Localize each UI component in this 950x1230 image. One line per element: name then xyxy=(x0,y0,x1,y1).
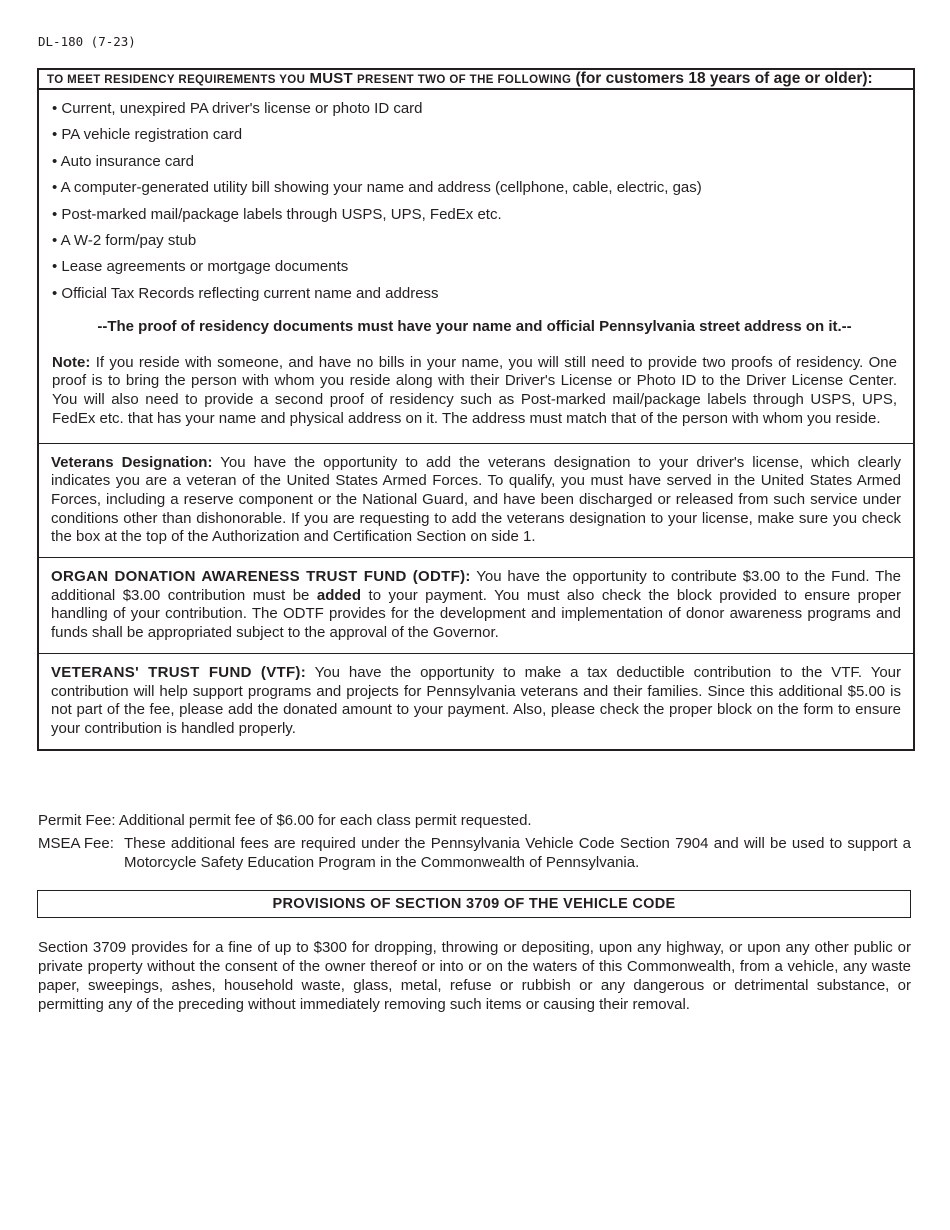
residency-header-must: MUST xyxy=(309,70,353,87)
note-label: Note: xyxy=(52,353,91,371)
odtf-section xyxy=(39,558,913,654)
vtf-section xyxy=(39,654,913,749)
residency-header xyxy=(39,70,913,90)
residency-note xyxy=(52,354,897,429)
vtf-label: VETERANS' TRUST FUND (VTF): xyxy=(51,663,307,681)
list-item: • Current, unexpired PA driver's license or photo ID card xyxy=(52,100,423,117)
odtf-text-bold: added xyxy=(316,586,362,604)
provisions-title-box xyxy=(37,890,911,918)
odtf-paragraph xyxy=(51,568,901,643)
vtf-paragraph xyxy=(51,664,901,739)
form-id: DL-180 (7-23) xyxy=(38,34,136,49)
list-item: • Post-marked mail/package labels through USPS, UPS, FedEx etc. xyxy=(52,205,502,223)
permit-fee-label: Permit Fee: xyxy=(38,812,116,829)
residency-header-part-2: PRESENT TWO OF THE FOLLOWING xyxy=(356,74,572,86)
list-item: • Lease agreements or mortgage documents xyxy=(52,258,349,276)
list-item: • Official Tax Records reflecting current name and address xyxy=(52,284,439,302)
proof-statement: --The proof of residency documents must have your name and official Pennsylvania street address on it.-- xyxy=(97,317,852,335)
odtf-text-2: to your payment. You must also check the block provided to ensure proper handling of your contribution. The ODTF provides for the development and implementation of donor awareness programs and funds shall be appropriated subject to the approval of the Governor. xyxy=(51,586,902,642)
residency-header-part-1: TO MEET RESIDENCY REQUIREMENTS YOU xyxy=(47,74,306,86)
veterans-designation-section xyxy=(39,444,913,559)
residency-section xyxy=(39,90,913,444)
odtf-text-1: You have the opportunity to contribute $3.00 to the Fund. The additional $3.00 contribution must be xyxy=(51,568,901,604)
msea-fee-text: These additional fees are required under the Pennsylvania Vehicle Code Section 7904 and will be used to support a Motorcycle Safety Education Program in the Commonwealth of Pennsylvania. xyxy=(124,835,911,871)
list-item: • A W-2 form/pay stub xyxy=(52,231,197,249)
residency-header-age: (for customers 18 years of age or older): xyxy=(575,70,873,87)
msea-fee xyxy=(38,834,911,872)
info-box xyxy=(37,68,915,751)
veterans-designation-label: Veterans Designation: xyxy=(51,453,213,471)
msea-fee-label: MSEA Fee: xyxy=(38,835,114,852)
list-item: • Auto insurance card xyxy=(52,152,195,170)
residency-document-list xyxy=(52,100,897,302)
provisions-text: Section 3709 provides for a fine of up to $300 for dropping, throwing or depositing, upon any highway, or upon any other public or private property without the consent of the owner thereof or into or on the waters of this Commonwealth, from a vehicle, any waste paper, sweepings, ashes, household waste, glass, metal, refuse or rubbish or any dangerous or detrimental substance, or permitting any of the preceding without immediately removing such items or causing their removal. xyxy=(38,939,911,1013)
provisions-title: PROVISIONS OF SECTION 3709 OF THE VEHICLE CODE xyxy=(272,896,676,912)
vtf-text: You have the opportunity to make a tax deductible contribution to the VTF. Your contribution will help support programs and projects for Pennsylvania veterans and their families. Since this additional $5.00 is not part of the fee, please add the donated amount to your payment. Also, please check the proper block on the form to ensure your contribution is handled properly. xyxy=(51,663,902,737)
veterans-designation-text: You have the opportunity to add the veterans designation to your driver's license, which clearly indicates you are a veteran of the United States Armed Forces. To qualify, you must have served in the United States Armed Forces, including a reserve component or the National Guard, and have been discharged or released from such service under conditions other than dishonorable. If you are requesting to add the veterans designation to your license, make sure you check the box at the top of the Authorization and Certification Section on side 1. xyxy=(51,453,901,546)
list-item: • A computer-generated utility bill showing your name and address (cellphone, cable, electric, gas) xyxy=(52,179,702,197)
veterans-designation-paragraph xyxy=(51,454,901,548)
permit-fee xyxy=(38,811,911,830)
note-text: If you reside with someone, and have no bills in your name, you will still need to provide two proofs of residency. One proof is to bring the person with whom you reside along with their Driver's License or Photo ID to the Driver License Center. You will also need to provide a second proof of residency such as Post-marked mail/package labels through USPS, UPS, FedEx etc. that has your name and physical address on it. The address must match that of the person with whom you reside. xyxy=(52,353,897,427)
permit-fee-text: Additional permit fee of $6.00 for each class permit requested. xyxy=(118,812,532,829)
odtf-label: ORGAN DONATION AWARENESS TRUST FUND (ODTF): xyxy=(51,568,471,586)
list-item: • PA vehicle registration card xyxy=(52,126,243,144)
